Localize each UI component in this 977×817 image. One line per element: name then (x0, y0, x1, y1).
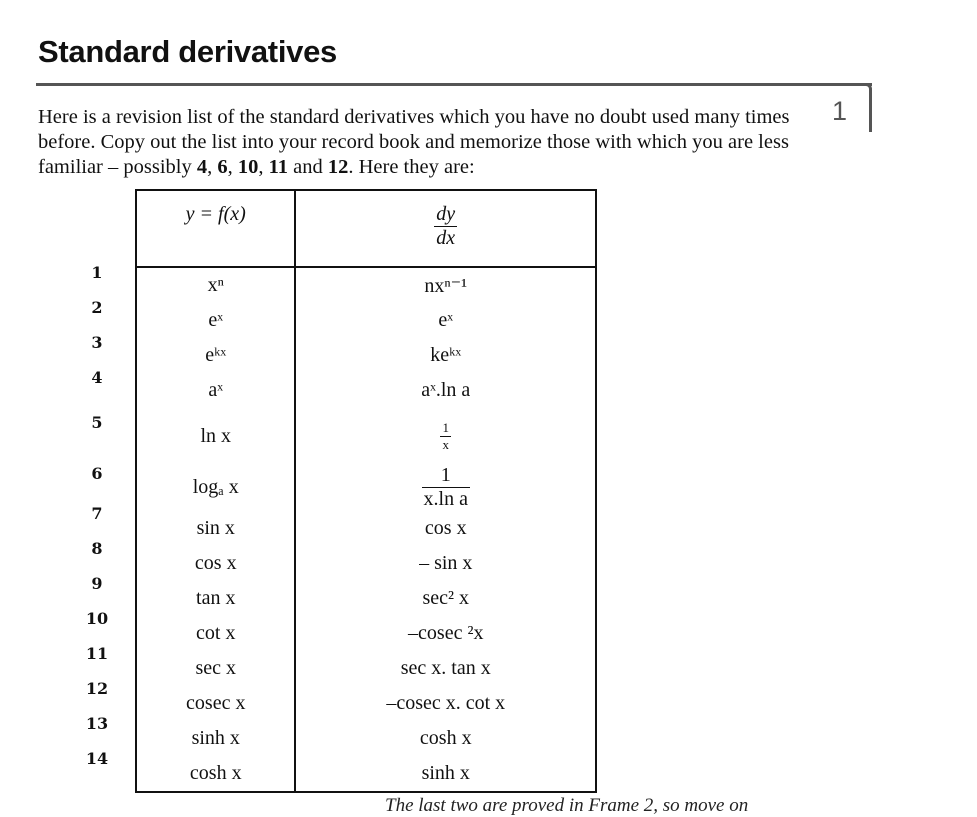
intro-highlight-12: 12 (327, 156, 349, 178)
function-cell: ln x (200, 424, 232, 447)
row-number: 11 (85, 643, 109, 663)
function-cell: sinh x (191, 727, 240, 749)
intro-highlight-10: 10 (237, 156, 259, 178)
derivative-cell: sinh x (295, 756, 596, 792)
row-number: 7 (91, 503, 103, 523)
table-row (136, 511, 596, 546)
table-row (136, 546, 596, 581)
derivative-cell (295, 408, 596, 464)
table-row (136, 721, 596, 756)
derivative-cell: keᵏˣ (295, 338, 596, 373)
fraction-numerator: 1 (442, 419, 449, 435)
row-number: 6 (91, 463, 103, 483)
function-cell: cosh x (189, 762, 242, 784)
intro-paragraph (38, 105, 798, 180)
table-row (136, 581, 596, 616)
row-number: 8 (91, 538, 103, 558)
derivative-cell: eˣ (295, 303, 596, 338)
function-cell: eˣ (208, 309, 224, 331)
function-cell: eᵏˣ (205, 344, 227, 366)
table-row (136, 373, 596, 408)
table-row (136, 338, 596, 373)
function-cell: cot x (196, 622, 236, 644)
row-number: 2 (91, 297, 103, 317)
function-cell: sec x (195, 657, 237, 679)
function-cell: aˣ (208, 379, 224, 401)
intro-text: Here is a revision list of the standard derivatives which you have no doubt used many times before. Copy out the list into your record book and memorize those with which you are less familiar – possibly (38, 106, 790, 178)
function-cell: xⁿ (207, 274, 224, 296)
row-number: 3 (91, 332, 103, 352)
derivative-cell (295, 464, 596, 511)
dx-denominator: dx (436, 227, 456, 249)
row-number: 9 (91, 573, 103, 593)
function-column-header: y = f(x) (136, 190, 295, 267)
fraction-denominator: x.ln a (423, 488, 468, 510)
function-cell: cosec x (186, 692, 246, 714)
row-number: 5 (91, 413, 103, 432)
row-number: 12 (85, 678, 109, 698)
row-number: 10 (85, 608, 109, 628)
header-rule (36, 83, 872, 86)
derivative-column-header (295, 190, 596, 267)
derivative-cell: cosh x (295, 721, 596, 756)
table-row (136, 303, 596, 338)
derivative-fraction (440, 420, 451, 453)
derivative-cell: aˣ.ln a (295, 373, 596, 408)
table-body (136, 267, 596, 792)
fraction-denominator: x (442, 436, 449, 452)
derivative-cell: –cosec x. cot x (295, 686, 596, 721)
intro-sep: and (287, 156, 328, 178)
derivative-cell: – sin x (295, 546, 596, 581)
table-row (136, 267, 596, 303)
page-title: Standard derivatives (38, 34, 337, 69)
intro-sep: , (207, 156, 218, 178)
intro-sep: , (227, 156, 238, 178)
intro-text-end: . Here they are: (348, 156, 475, 178)
derivative-cell: sec x. tan x (295, 651, 596, 686)
function-cell: sin x (196, 517, 235, 539)
frame-marker-bar (869, 89, 872, 132)
function-cell: tan x (196, 587, 236, 609)
row-number: 4 (91, 367, 103, 387)
table-row (136, 464, 596, 511)
table-row (136, 616, 596, 651)
table-header-row (136, 190, 596, 267)
table-row (136, 408, 596, 464)
function-cell: logₐ x (192, 476, 239, 498)
fraction-numerator: 1 (440, 464, 451, 486)
frame-number: 1 (832, 96, 848, 126)
derivatives-table (135, 189, 597, 793)
dy-dx-fraction (434, 203, 457, 250)
intro-highlight-4: 4 (196, 156, 208, 178)
derivative-cell: cos x (295, 511, 596, 546)
derivative-cell: –cosec ²x (295, 616, 596, 651)
dy-numerator: dy (436, 203, 456, 225)
row-number: 14 (85, 748, 109, 768)
footer-note: The last two are proved in Frame 2, so move on (385, 795, 749, 816)
intro-highlight-11: 11 (268, 156, 288, 178)
derivative-fraction (422, 464, 470, 511)
table-row (136, 756, 596, 792)
row-number: 13 (85, 713, 109, 733)
intro-highlight-6: 6 (217, 156, 228, 178)
row-number: 1 (91, 262, 103, 282)
table-row (136, 651, 596, 686)
intro-sep: , (258, 156, 269, 178)
table-row (136, 686, 596, 721)
function-cell: cos x (194, 552, 237, 574)
derivative-cell: nxⁿ⁻¹ (295, 267, 596, 303)
derivative-cell: sec² x (295, 581, 596, 616)
